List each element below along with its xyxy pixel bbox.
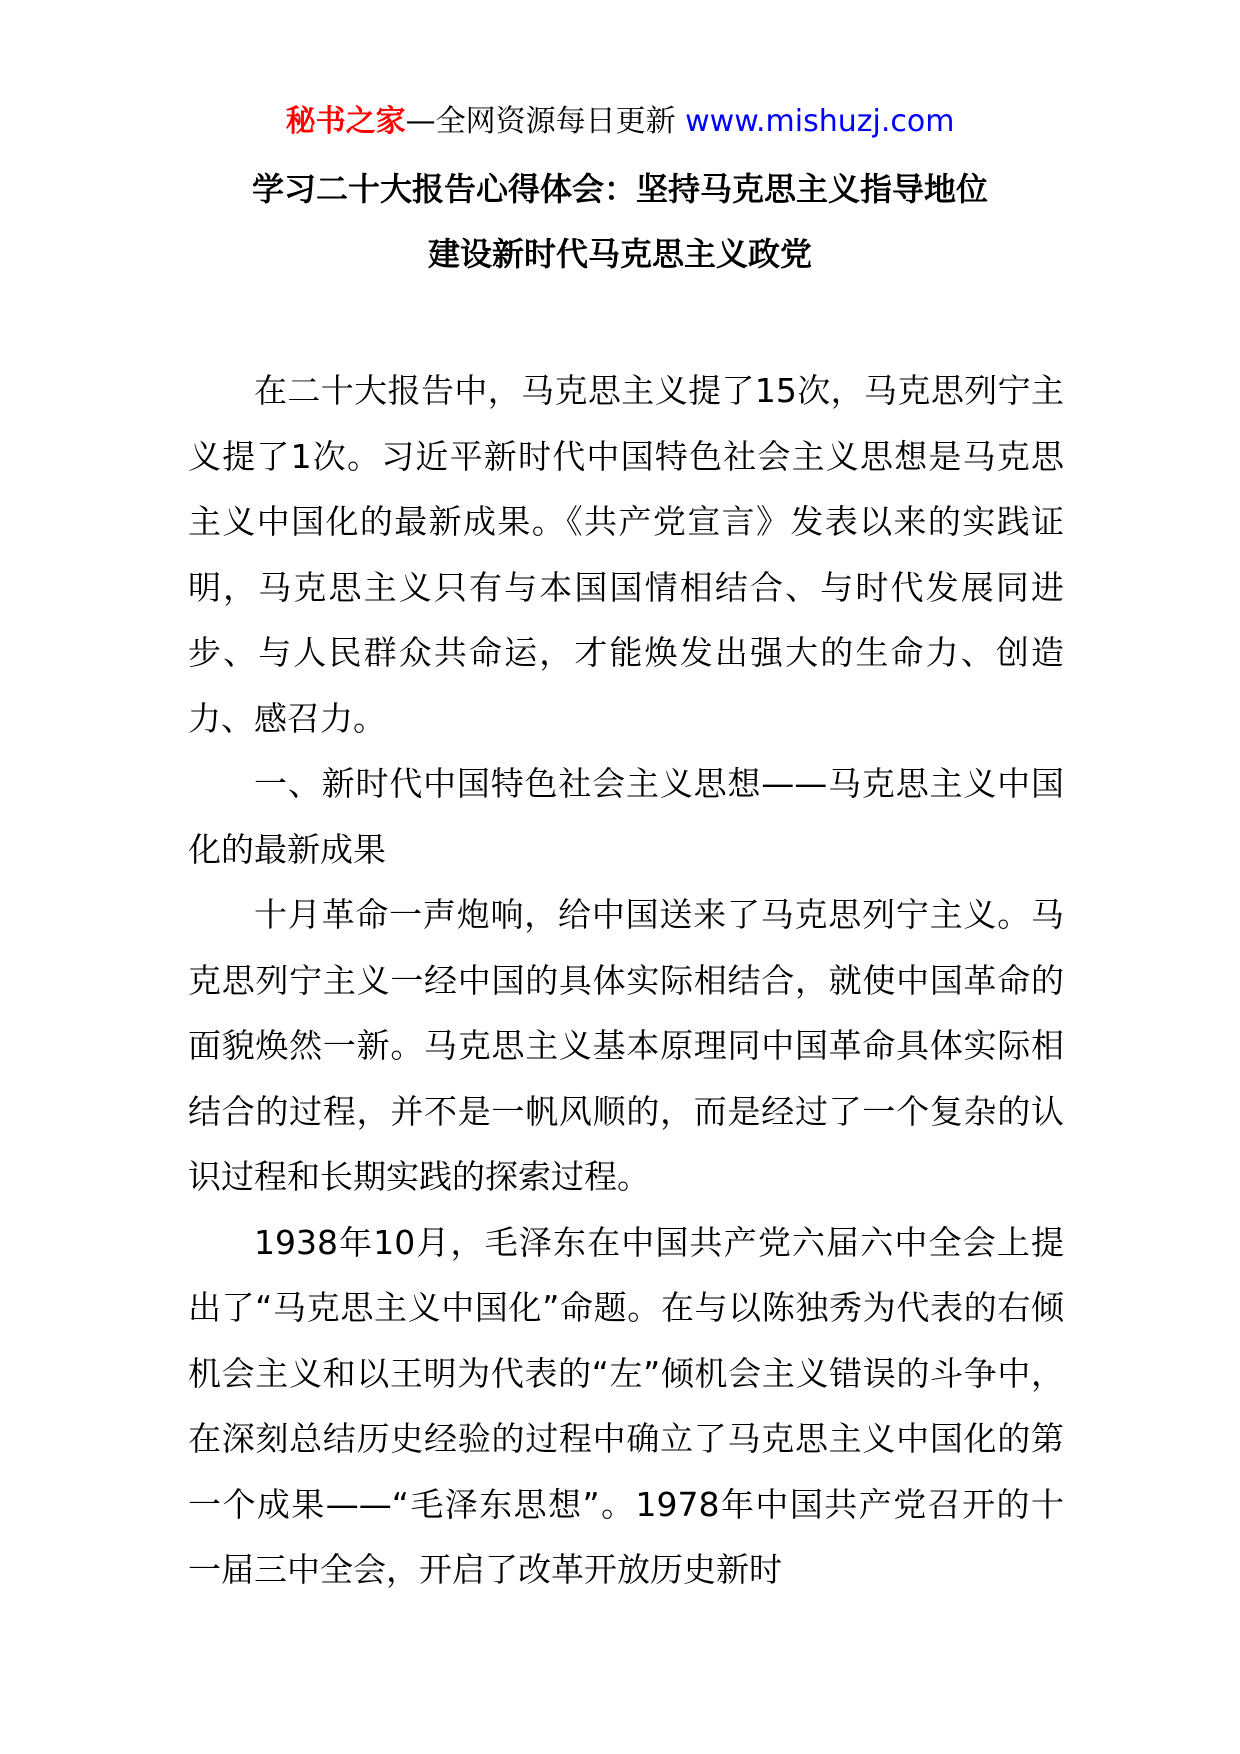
site-header <box>0 100 1240 144</box>
brand-name: 秘书之家 <box>285 104 406 139</box>
header-tagline: —全网资源每日更新 <box>405 104 676 139</box>
site-url-link[interactable]: www.mishuzj.com <box>685 104 955 139</box>
paragraph-october-revolution: 十月革命一声炮响，给中国送来了马克思列宁主义。马克思列宁主义一经中国的具体实际相结合，就使中国革命的面貌焕然一新。马克思主义基本原理同中国革命具体实际相结合的过程，并不是一帆风顺的，而是经过了一个复杂的认识过程和长期实践的探索过程。 <box>188 895 1064 1196</box>
document-body <box>188 358 1064 1603</box>
document-title-line-1: 学习二十大报告心得体会：坚持马克思主义指导地位 <box>251 170 988 208</box>
section-heading-1: 一、新时代中国特色社会主义思想——马克思主义中国化的最新成果 <box>188 764 1064 869</box>
paragraph-intro: 在二十大报告中，马克思主义提了15次，马克思列宁主义提了1次。习近平新时代中国特色社会主义思想是马克思主义中国化的最新成果。《共产党宣言》发表以来的实践证明，马克思主义只有与本国国情相结合、与时代发展同进步、与人民群众共命运，才能焕发出强大的生命力、创造力、感召力。 <box>188 371 1064 738</box>
document-title-line-2: 建设新时代马克思主义政党 <box>427 235 812 273</box>
paragraph-1938: 1938年10月，毛泽东在中国共产党六届六中全会上提出了“马克思主义中国化”命题。在与以陈独秀为代表的右倾机会主义和以王明为代表的“左”倾机会主义错误的斗争中，在深刻总结历史经验的过程中确立了马克思主义中国化的第一个成果——“毛泽东思想”。1978年中国共产党召开的十一届三中全会，开启了改革开放历史新时 <box>188 1222 1064 1589</box>
